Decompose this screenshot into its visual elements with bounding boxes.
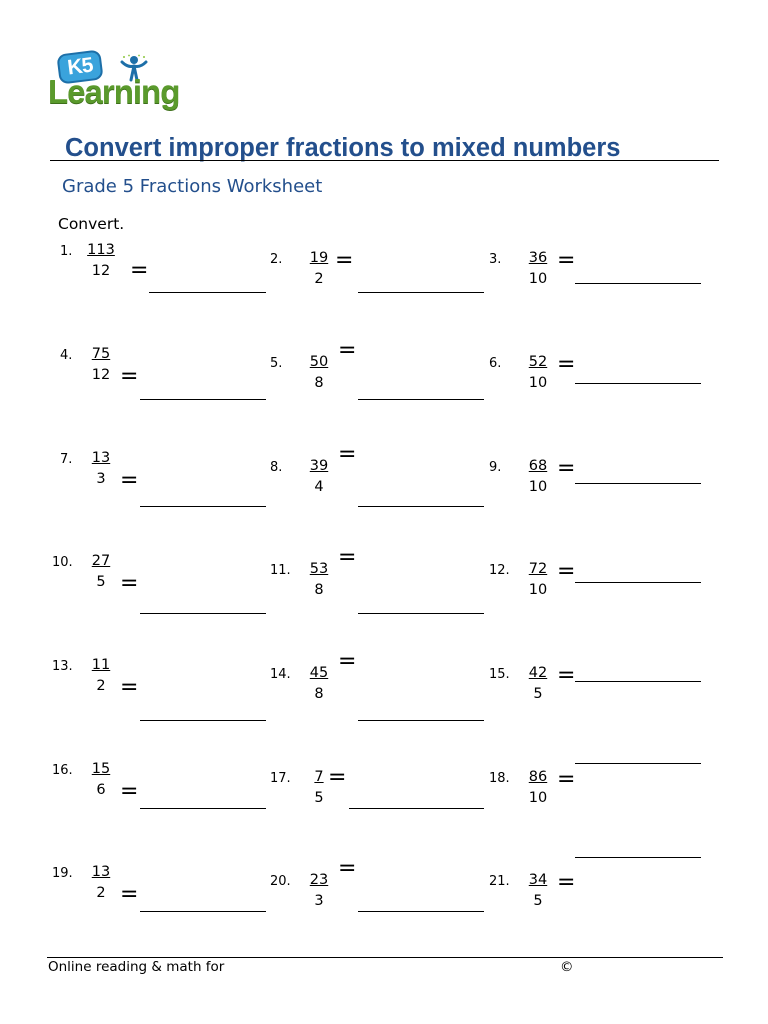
fraction-denominator: 6 <box>96 782 106 798</box>
fraction-numerator: 75 <box>91 346 111 362</box>
fraction-numerator: 86 <box>528 769 548 785</box>
problem-number: 2. <box>270 252 283 267</box>
problem-item <box>270 442 490 510</box>
answer-blank[interactable] <box>358 292 484 293</box>
problem-item <box>489 242 709 302</box>
answer-blank[interactable] <box>575 283 701 284</box>
problem-number: 14. <box>270 667 291 682</box>
answer-blank[interactable] <box>358 720 484 721</box>
fraction-denominator: 2 <box>314 271 324 287</box>
answer-blank[interactable] <box>358 613 484 614</box>
answer-blank[interactable] <box>575 681 701 682</box>
equals-sign: = <box>557 559 576 584</box>
problem-number: 10. <box>52 555 73 570</box>
answer-blank[interactable] <box>575 483 701 484</box>
footer-copyright: © <box>560 959 574 975</box>
fraction-denominator: 10 <box>528 790 548 806</box>
fraction-denominator: 5 <box>533 893 543 909</box>
equals-sign: = <box>120 779 139 804</box>
answer-blank[interactable] <box>358 399 484 400</box>
problem-item <box>52 242 272 302</box>
answer-blank[interactable] <box>140 911 266 912</box>
problem-item <box>52 761 272 821</box>
answer-blank[interactable] <box>349 808 484 809</box>
equals-sign: = <box>338 649 357 674</box>
problem-number: 4. <box>60 348 73 363</box>
problem-item <box>52 657 272 717</box>
equals-sign: = <box>338 545 357 570</box>
equals-sign: = <box>557 870 576 895</box>
equals-sign: = <box>130 258 149 283</box>
answer-blank[interactable] <box>140 399 266 400</box>
answer-blank[interactable] <box>149 292 266 293</box>
fraction-denominator: 8 <box>314 375 324 391</box>
fraction-numerator: 13 <box>91 450 111 466</box>
answer-blank[interactable] <box>575 383 701 384</box>
problem-number: 6. <box>489 356 502 371</box>
equals-sign: = <box>120 675 139 700</box>
problem-item <box>270 649 490 717</box>
worksheet-title: Convert improper fractions to mixed numbers <box>65 134 621 162</box>
worksheet-subtitle: Grade 5 Fractions Worksheet <box>62 176 323 197</box>
problem-number: 17. <box>270 771 291 786</box>
equals-sign: = <box>328 765 347 790</box>
k5-learning-logo <box>48 50 188 114</box>
fraction-numerator: 11 <box>91 657 111 673</box>
equals-sign: = <box>557 352 576 377</box>
equals-sign: = <box>120 468 139 493</box>
problem-number: 15. <box>489 667 510 682</box>
problem-item <box>52 450 272 510</box>
problem-number: 13. <box>52 659 73 674</box>
problem-number: 20. <box>270 874 291 889</box>
fraction-denominator: 10 <box>528 375 548 391</box>
problem-number: 1. <box>60 244 73 259</box>
problem-number: 19. <box>52 866 73 881</box>
fraction-numerator: 36 <box>528 250 548 266</box>
fraction-numerator: 113 <box>87 242 115 258</box>
fraction-numerator: 53 <box>309 561 329 577</box>
fraction-numerator: 72 <box>528 561 548 577</box>
problem-number: 5. <box>270 356 283 371</box>
fraction-numerator: 42 <box>528 665 548 681</box>
answer-blank[interactable] <box>140 613 266 614</box>
learning-wordmark: Learning <box>48 73 180 110</box>
title-divider <box>50 160 719 161</box>
problem-item <box>270 856 490 924</box>
fraction-numerator: 13 <box>91 864 111 880</box>
equals-sign: = <box>557 767 576 792</box>
equals-sign: = <box>120 882 139 907</box>
equals-sign: = <box>557 663 576 688</box>
fraction-denominator: 3 <box>314 893 324 909</box>
fraction-denominator: 10 <box>528 271 548 287</box>
answer-blank[interactable] <box>358 506 484 507</box>
equals-sign: = <box>338 856 357 881</box>
answer-blank[interactable] <box>575 582 701 583</box>
fraction-numerator: 45 <box>309 665 329 681</box>
problem-number: 8. <box>270 460 283 475</box>
answer-blank[interactable] <box>358 911 484 912</box>
fraction-numerator: 39 <box>309 458 329 474</box>
answer-blank[interactable] <box>140 506 266 507</box>
problem-item <box>270 242 490 302</box>
problem-number: 21. <box>489 874 510 889</box>
fraction-denominator: 10 <box>528 582 548 598</box>
fraction-denominator: 12 <box>91 263 111 279</box>
problem-item <box>489 553 709 613</box>
fraction-numerator: 34 <box>528 872 548 888</box>
equals-sign: = <box>120 364 139 389</box>
footer-divider <box>47 957 723 958</box>
fraction-denominator: 8 <box>314 686 324 702</box>
problem-item <box>270 545 490 613</box>
k5-badge: K5 <box>56 49 103 84</box>
fraction-denominator: 12 <box>91 367 111 383</box>
equals-sign: = <box>557 248 576 273</box>
problem-item <box>489 346 709 406</box>
problem-number: 7. <box>60 452 73 467</box>
fraction-denominator: 5 <box>533 686 543 702</box>
problem-item <box>270 761 490 821</box>
fraction-numerator: 52 <box>528 354 548 370</box>
problem-item <box>52 346 272 406</box>
fraction-numerator: 7 <box>314 769 324 785</box>
answer-blank[interactable] <box>140 808 266 809</box>
answer-blank[interactable] <box>575 763 701 764</box>
fraction-numerator: 50 <box>309 354 329 370</box>
fraction-numerator: 23 <box>309 872 329 888</box>
fraction-denominator: 5 <box>314 790 324 806</box>
footer-text: Online reading & math for <box>48 959 225 975</box>
problem-item <box>52 864 272 924</box>
fraction-denominator: 2 <box>96 678 106 694</box>
problem-number: 16. <box>52 763 73 778</box>
fraction-denominator: 5 <box>96 574 106 590</box>
fraction-denominator: 8 <box>314 582 324 598</box>
equals-sign: = <box>338 442 357 467</box>
answer-blank[interactable] <box>575 857 701 858</box>
fraction-numerator: 27 <box>91 553 111 569</box>
problem-number: 11. <box>270 563 291 578</box>
problem-number: 18. <box>489 771 510 786</box>
equals-sign: = <box>120 571 139 596</box>
fraction-numerator: 68 <box>528 458 548 474</box>
fraction-numerator: 15 <box>91 761 111 777</box>
fraction-denominator: 4 <box>314 479 324 495</box>
fraction-denominator: 10 <box>528 479 548 495</box>
problem-item <box>52 553 272 613</box>
problem-number: 9. <box>489 460 502 475</box>
problem-item <box>489 864 709 924</box>
answer-blank[interactable] <box>140 720 266 721</box>
problem-item <box>489 657 709 717</box>
problem-item <box>489 450 709 510</box>
equals-sign: = <box>335 248 354 273</box>
equals-sign: = <box>338 338 357 363</box>
problem-item <box>270 338 490 406</box>
problem-number: 12. <box>489 563 510 578</box>
fraction-denominator: 2 <box>96 885 106 901</box>
problem-number: 3. <box>489 252 502 267</box>
fraction-numerator: 19 <box>309 250 329 266</box>
instruction-text: Convert. <box>58 215 125 233</box>
fraction-denominator: 3 <box>96 471 106 487</box>
problem-item <box>489 761 709 821</box>
equals-sign: = <box>557 456 576 481</box>
